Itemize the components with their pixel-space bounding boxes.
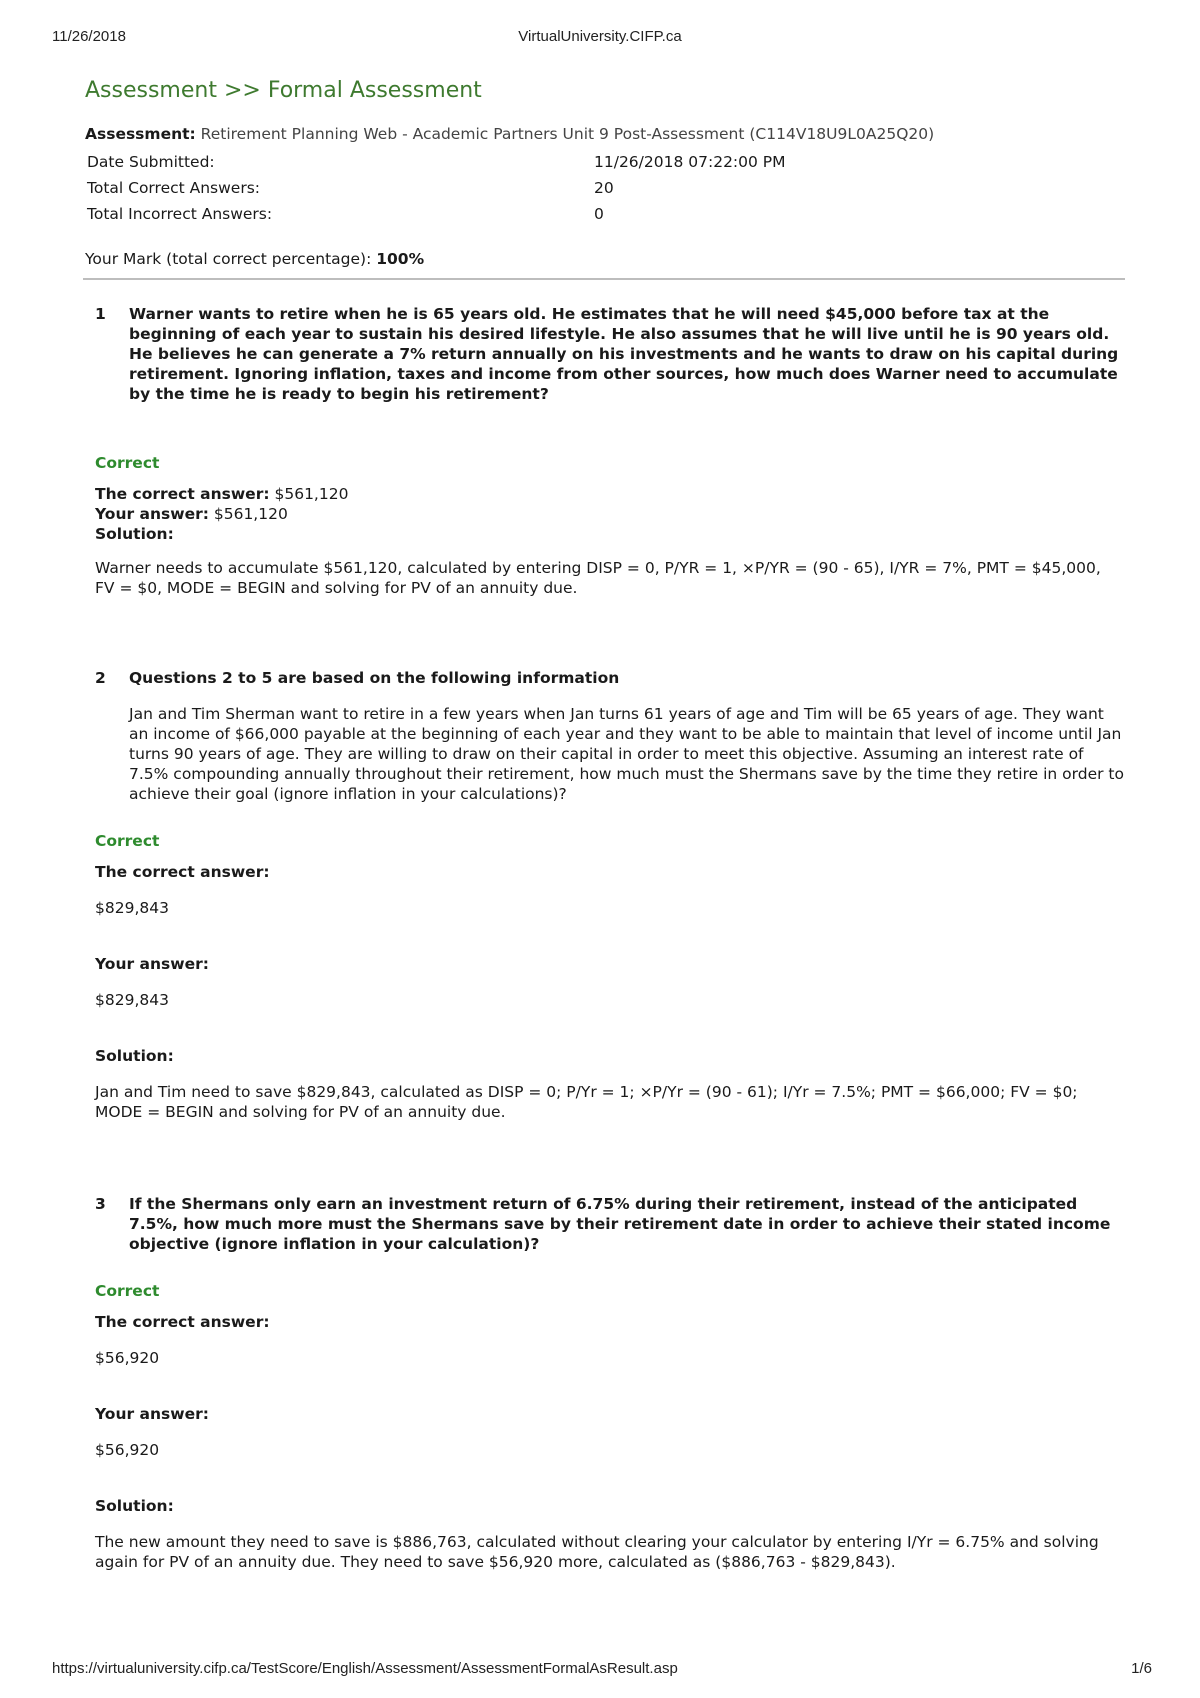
mark-line xyxy=(85,250,1125,278)
summary-key: Date Submitted: xyxy=(87,153,215,171)
question-info: Jan and Tim Sherman want to retire in a few years when Jan turns 61 years of age and Tim will be 65 years of age. They want an income of $66,000 payable at the beginning of each year and they want to be able to maintain that level of income until Jan turns 90 years of age. They are willing to draw on their capital in order to meet this objective. Assuming an interest rate of 7.5% compounding annually throughout their retirement, how much must the Shermans save by the time they retire in order to achieve their goal (ignore inflation in your calculations)? xyxy=(129,705,1124,803)
question-prompt: Questions 2 to 5 are based on the following information xyxy=(129,669,620,687)
summary-table xyxy=(87,152,786,230)
question-text xyxy=(95,304,1125,404)
question-text xyxy=(95,1194,1125,1254)
summary-row-incorrect xyxy=(87,204,786,230)
solution-text: Jan and Tim need to save $829,843, calculated as DISP = 0; P/Yr = 1; ×P/Yr = (90 - 61); I/Yr = 7.5%; PMT = $66,000; FV = $0; MODE = BEGIN and solving for PV of an annuity due. xyxy=(95,1083,1078,1121)
summary-value: 11/26/2018 07:22:00 PM xyxy=(594,153,786,171)
question-2 xyxy=(85,668,1125,1122)
summary-key: Total Incorrect Answers: xyxy=(87,205,273,223)
solution-label: Solution: xyxy=(95,525,174,543)
mark-value: 100% xyxy=(376,250,425,268)
solution-text: Warner needs to accumulate $561,120, calculated by entering DISP = 0, P/YR = 1, ×P/YR = (90 - 65), I/YR = 7%, PMT = $45,000, FV = $0, MODE = BEGIN and solving for PV of an annuity due. xyxy=(95,559,1101,597)
assessment-name: Retirement Planning Web - Academic Partners Unit 9 Post-Assessment (C114V18U9L0A25Q20) xyxy=(200,125,935,143)
print-date: 11/26/2018 xyxy=(52,28,126,45)
print-page-number: 1/6 xyxy=(1131,1660,1152,1677)
correct-answer-label: The correct answer: xyxy=(95,485,270,503)
summary-value: 0 xyxy=(594,205,604,223)
your-answer-label: Your answer: xyxy=(95,955,209,973)
correct-answer-label: The correct answer: xyxy=(95,863,270,881)
header-divider xyxy=(83,278,1125,280)
correct-answer-line xyxy=(95,484,1125,504)
question-number: 3 xyxy=(95,1195,106,1213)
correct-answer-value: $561,120 xyxy=(274,485,349,503)
print-site-name: VirtualUniversity.CIFP.ca xyxy=(518,28,682,45)
status-badge: Correct xyxy=(95,454,160,472)
your-answer-value: $561,120 xyxy=(213,505,288,523)
summary-row-correct xyxy=(87,178,786,204)
your-answer-label: Your answer: xyxy=(95,505,209,523)
status-badge: Correct xyxy=(95,1282,160,1300)
question-1 xyxy=(85,304,1125,598)
question-number: 2 xyxy=(95,669,106,687)
solution-label: Solution: xyxy=(95,1497,174,1515)
solution-label: Solution: xyxy=(95,1047,174,1065)
assessment-result-page xyxy=(85,78,1125,1572)
assessment-line xyxy=(85,125,1125,143)
question-prompt: Warner wants to retire when he is 65 years old. He estimates that he will need $45,000 before tax at the beginning of each year to sustain his desired lifestyle. He also assumes that he will live until he is 90 years old. He believes he can generate a 7% return annually on his investments and he wants to draw on his capital during retirement. Ignoring inflation, taxes and income from other sources, how much does Warner need to accumulate by the time he is ready to begin his retirement? xyxy=(129,305,1119,403)
summary-key: Total Correct Answers: xyxy=(87,179,261,197)
summary-row-date xyxy=(87,152,786,178)
your-answer-value: $56,920 xyxy=(95,1441,160,1459)
page-title: Assessment >> Formal Assessment xyxy=(85,78,482,103)
question-3 xyxy=(85,1194,1125,1572)
your-answer-label: Your answer: xyxy=(95,1405,209,1423)
question-text xyxy=(95,668,1125,688)
question-number: 1 xyxy=(95,305,106,323)
status-badge: Correct xyxy=(95,832,160,850)
correct-answer-value: $56,920 xyxy=(95,1349,160,1367)
correct-answer-label: The correct answer: xyxy=(95,1313,270,1331)
mark-label: Your Mark (total correct percentage): xyxy=(85,250,372,268)
question-prompt: If the Shermans only earn an investment return of 6.75% during their retirement, instead of the anticipated 7.5%, how much more must the Shermans save by their retirement date in order to achieve their stated income objective (ignore inflation in your calculation)? xyxy=(129,1195,1111,1253)
assessment-label: Assessment: xyxy=(85,125,196,143)
correct-answer-value: $829,843 xyxy=(95,899,169,917)
your-answer-line xyxy=(95,504,1125,524)
your-answer-value: $829,843 xyxy=(95,991,169,1009)
print-url: https://virtualuniversity.cifp.ca/TestScore/English/Assessment/AssessmentFormalAsResult.asp xyxy=(52,1660,678,1677)
summary-value: 20 xyxy=(594,179,614,197)
solution-text: The new amount they need to save is $886,763, calculated without clearing your calculator by entering I/Yr = 6.75% and solving again for PV of an annuity due. They need to save $56,920 more, calculated as ($886,763 - $829,843). xyxy=(95,1533,1099,1571)
